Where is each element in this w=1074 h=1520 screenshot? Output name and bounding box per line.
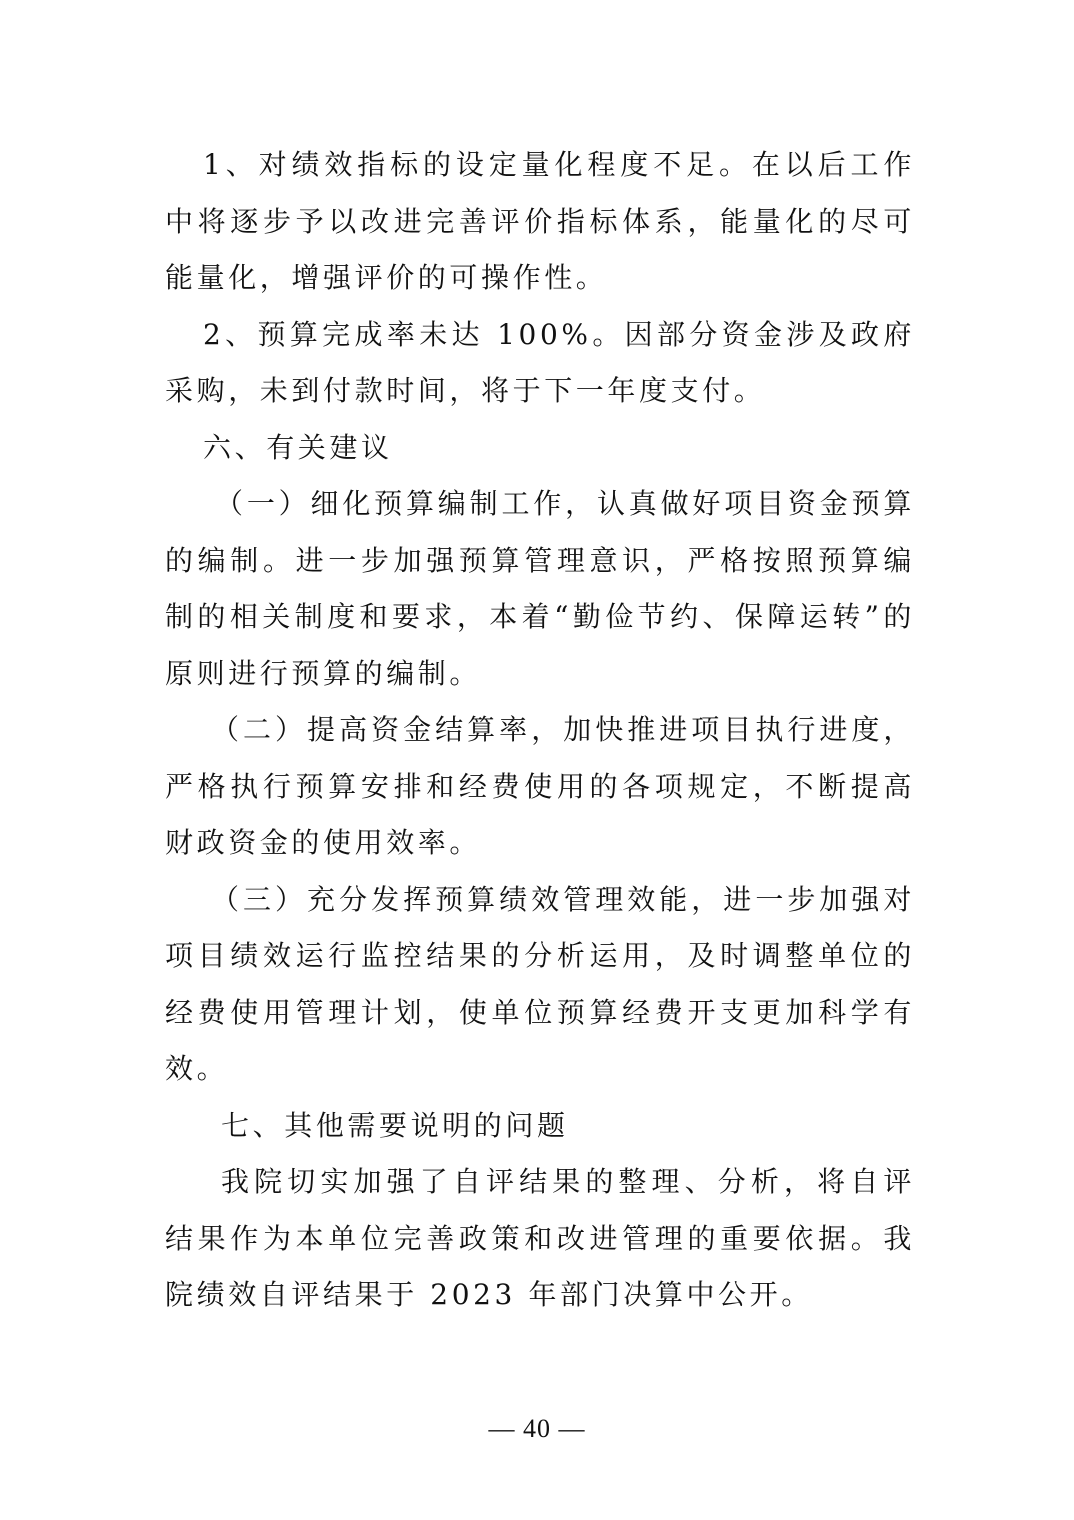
page-number: — 40 — — [488, 1414, 586, 1443]
suggestion-paragraph-1: （一）细化预算编制工作，认真做好项目资金预算的编制。进一步加强预算管理意识，严格按照预算编制的相关制度和要求，本着“勤俭节约、保障运转”的原则进行预算的编制。 — [165, 487, 915, 690]
suggestion-paragraph-3: （三）充分发挥预算绩效管理效能，进一步加强对项目绩效运行监控结果的分析运用，及时调整单位的经费使用管理计划，使单位预算经费开支更加科学有效。 — [165, 882, 915, 1085]
document-body — [165, 137, 915, 1324]
suggestion-paragraph-2: （二）提高资金结算率，加快推进项目执行进度，严格执行预算安排和经费使用的各项规定，不断提高财政资金的使用效率。 — [165, 713, 915, 859]
closing-paragraph: 我院切实加强了自评结果的整理、分析，将自评结果作为本单位完善政策和改进管理的重要依据。我院绩效自评结果于 2023 年部门决算中公开。 — [165, 1165, 915, 1311]
section-heading-other-issues: 七、其他需要说明的问题 — [221, 1108, 569, 1142]
section-heading-suggestions: 六、有关建议 — [203, 430, 393, 464]
issue-paragraph-2: 2、预算完成率未达 100%。因部分资金涉及政府采购，未到付款时间，将于下一年度支付。 — [165, 317, 915, 407]
issue-paragraph-1: 1、对绩效指标的设定量化程度不足。在以后工作中将逐步予以改进完善评价指标体系，能量化的尽可能量化，增强评价的可操作性。 — [165, 148, 915, 294]
